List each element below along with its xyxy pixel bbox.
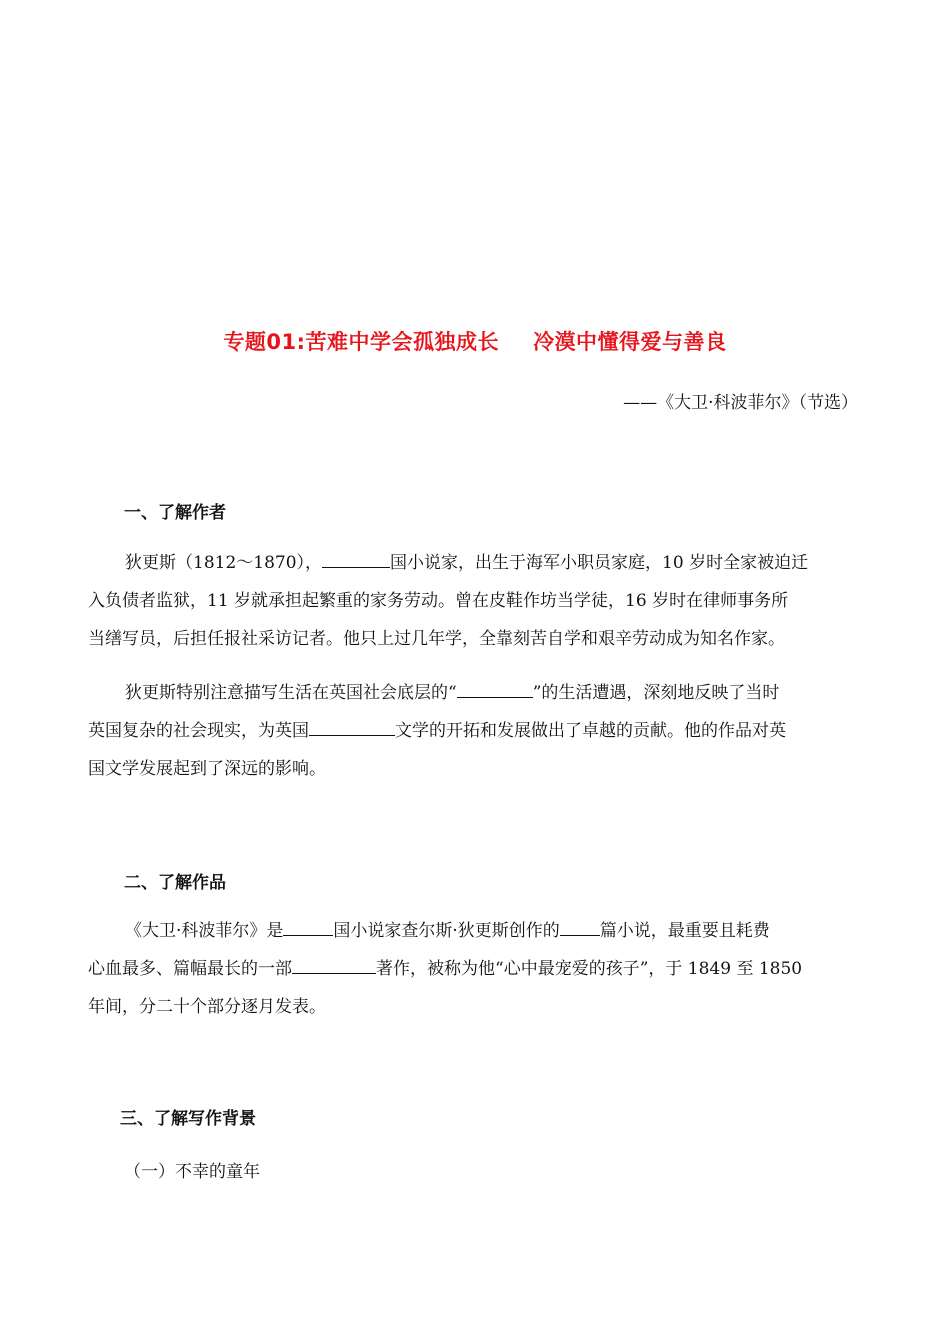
text-line: 《大卫·科波菲尔》是 国小说家查尔斯·狄更斯创作的 篇小说，最重要且耗费 [88,912,878,950]
fill-blank[interactable] [309,716,395,736]
section-heading-author: 一、了解作者 [124,503,226,523]
work-paragraph-1 [88,912,878,1026]
text-line: 狄更斯（1812～1870）， 国小说家，出生于海军小职员家庭，10 岁时全家被迫迁 [88,544,878,582]
section-heading-work: 二、了解作品 [124,873,226,893]
fill-blank[interactable] [283,916,333,936]
subsection-heading-childhood: （一）不幸的童年 [124,1162,260,1182]
title-part-1: 专题01:苦难中学会孤独成长 [223,330,500,354]
text-line: 年间，分二十个部分逐月发表。 [88,997,326,1017]
section-heading-background: 三、了解写作背景 [120,1109,256,1129]
author-paragraph-1 [88,544,878,658]
fill-blank[interactable] [457,678,533,698]
fill-blank[interactable] [292,954,376,974]
text-line: 心血最多、篇幅最长的一部 著作，被称为他“心中最宠爱的孩子”，于 1849 至 1850 [88,950,878,988]
text-line: 国文学发展起到了深远的影响。 [88,759,326,779]
author-paragraph-2 [88,674,878,788]
text-line: 入负债者监狱，11 岁就承担起繁重的家务劳动。曾在皮鞋作坊当学徒，16 岁时在律师事务所 [88,591,789,611]
text-line: 狄更斯特别注意描写生活在英国社会底层的“ ”的生活遭遇，深刻地反映了当时 [88,674,878,712]
document-subtitle: ——《大卫·科波菲尔》（节选） [623,393,858,413]
text-line: 英国复杂的社会现实，为英国 文学的开拓和发展做出了卓越的贡献。他的作品对英 [88,712,878,750]
title-part-2: 冷漠中懂得爱与善良 [533,330,727,354]
fill-blank[interactable] [560,916,600,936]
text-line: 当缮写员，后担任报社采访记者。他只上过几年学，全靠刻苦自学和艰辛劳动成为知名作家。 [88,629,785,649]
document-title [0,326,950,356]
fill-blank[interactable] [322,548,390,568]
